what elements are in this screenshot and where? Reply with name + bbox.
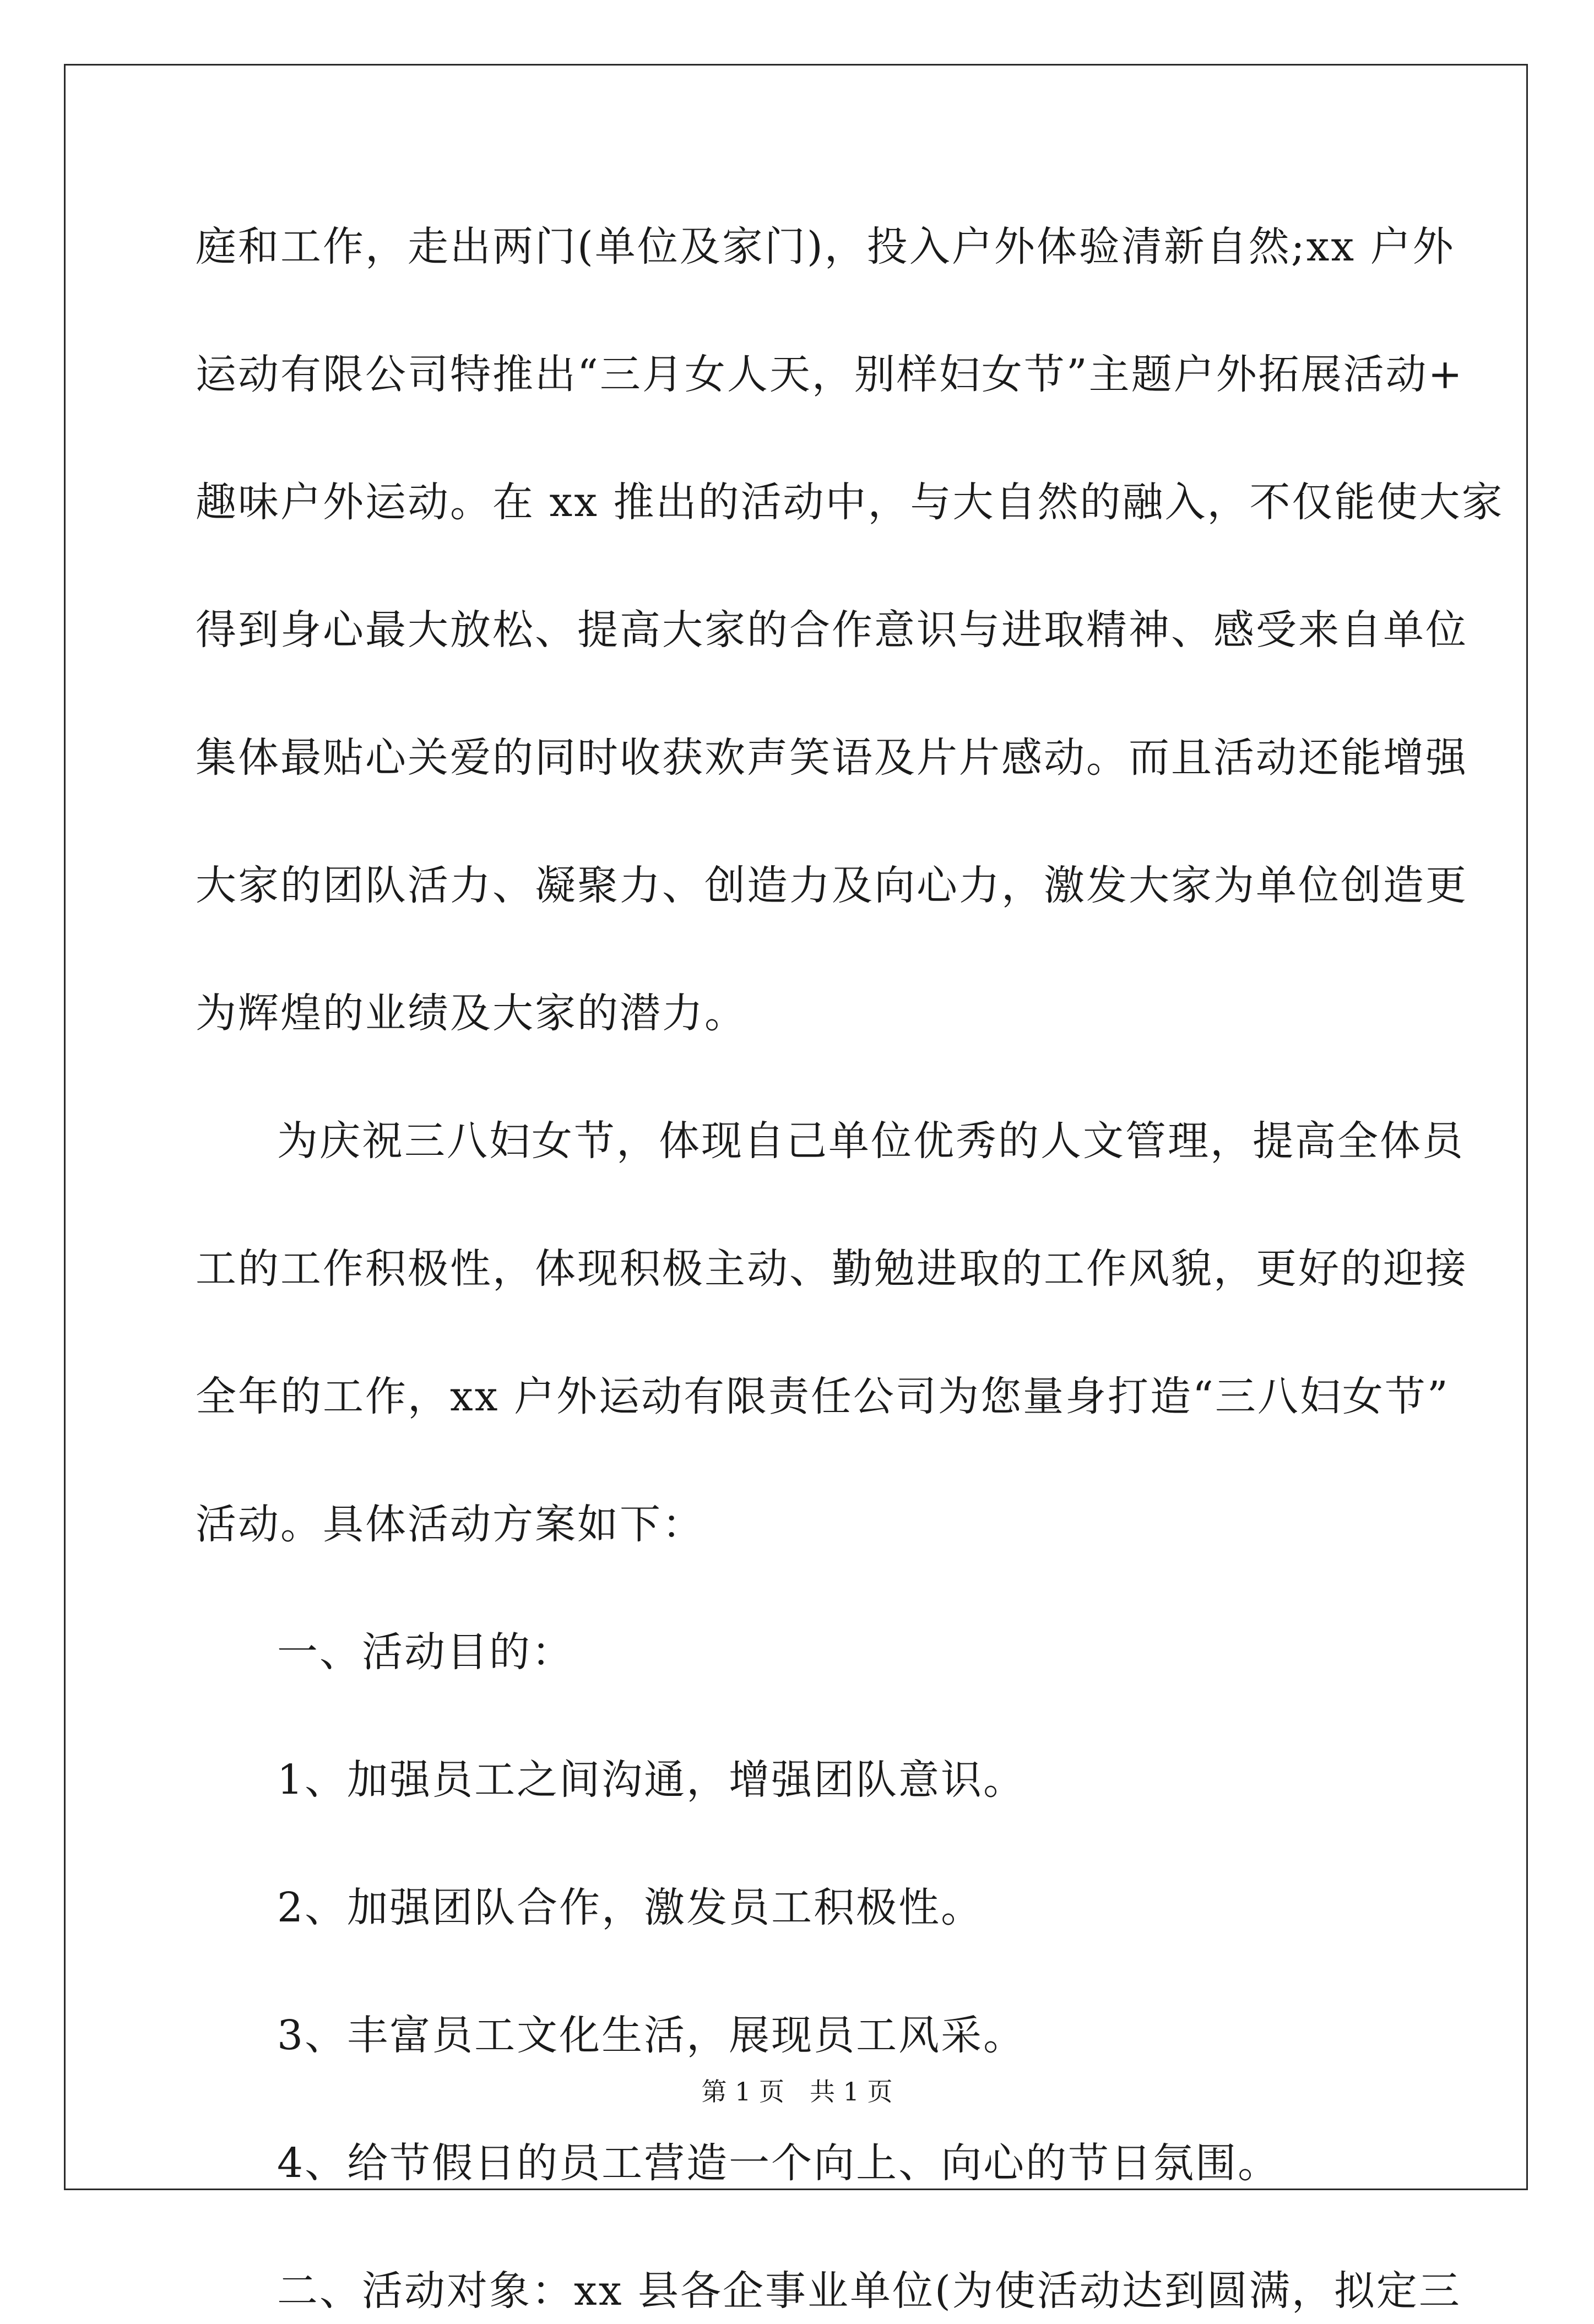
text-line: 得到身心最大放松、提高大家的合作意识与进取精神、感受来自单位 (196, 606, 1468, 654)
list-item: 1、加强员工之间沟通，增强团队意识。 (277, 1756, 1026, 1804)
text-line: 活动。具体活动方案如下： (196, 1501, 704, 1548)
text-line: 为庆祝三八妇女节，体现自己单位优秀的人文管理，提高全体员 (277, 1117, 1465, 1165)
text-line: 全年的工作，xx 户外运动有限责任公司为您量身打造“三八妇女节” (196, 1373, 1450, 1420)
section-heading: 二、活动对象：xx 县各企事业单位(为使活动达到圆满，拟定三 (277, 2267, 1461, 2315)
text-line: 集体最贴心关爱的同时收获欢声笑语及片片感动。而且活动还能增强 (196, 734, 1468, 781)
list-item: 2、加强团队合作，激发员工积极性。 (277, 1884, 984, 1931)
text-line: 趣味户外运动。在 xx 推出的活动中，与大自然的融入，不仅能使大家 (196, 479, 1504, 526)
text-line: 工的工作积极性，体现积极主动、勤勉进取的工作风貌，更好的迎接 (196, 1245, 1468, 1293)
text-line: 运动有限公司特推出“三月女人天，别样妇女节”主题户外拓展活动+ (196, 351, 1464, 398)
section-heading: 一、活动目的： (277, 1628, 574, 1676)
list-item: 4、给节假日的员工营造一个向上、向心的节日氛围。 (277, 2140, 1281, 2187)
text-line: 大家的团队活力、凝聚力、创造力及向心力，激发大家为单位创造更 (196, 862, 1468, 909)
text-line: 庭和工作，走出两门(单位及家门)，投入户外体验清新自然;xx 户外 (196, 223, 1455, 270)
list-item: 3、丰富员工文化生活，展现员工风采。 (277, 2012, 1026, 2059)
page-number-footer: 第 1 页 共 1 页 (701, 2077, 893, 2106)
text-line: 为辉煌的业绩及大家的潜力。 (196, 990, 747, 1037)
